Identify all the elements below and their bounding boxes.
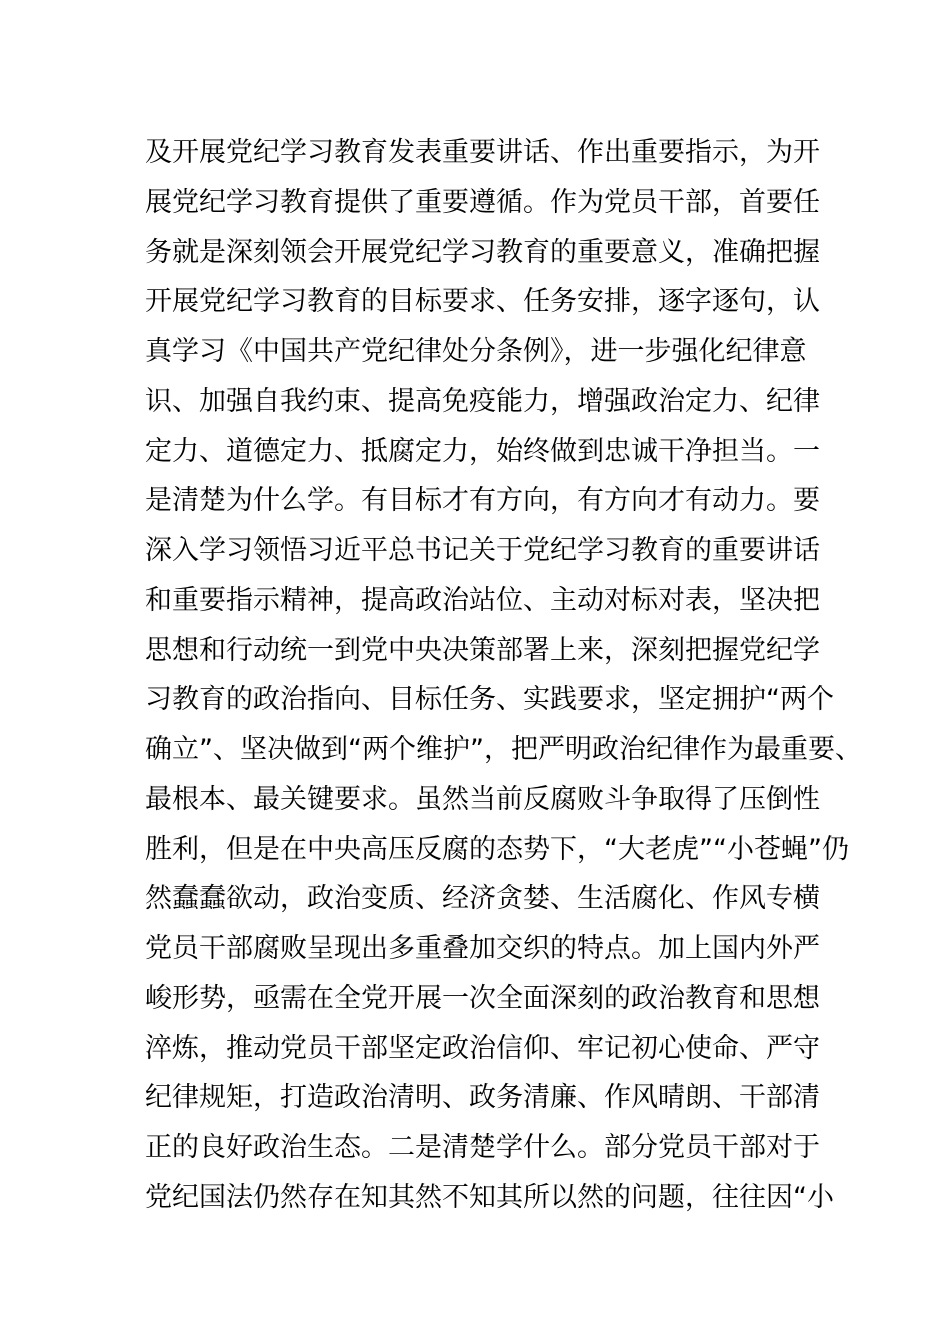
text-line: 然蠢蠢欲动，政治变质、经济贪婪、生活腐化、作风专横 (145, 883, 820, 915)
text-line: 定力、道德定力、抵腐定力，始终做到忠诚干净担当。一 (145, 435, 820, 467)
text-line: 开展党纪学习教育的目标要求、任务安排，逐字逐句，认 (145, 286, 820, 318)
text-line: 深入学习领悟习近平总书记关于党纪学习教育的重要讲话 (145, 535, 820, 566)
text-line: 峻形势，亟需在全党开展一次全面深刻的政治教育和思想 (145, 982, 820, 1014)
text-line: 是清楚为什么学。有目标才有方向，有方向才有动力。要 (145, 485, 820, 517)
text-line: 习教育的政治指向、目标任务、实践要求，坚定拥护“两个 (145, 684, 834, 716)
text-line: 党员干部腐败呈现出多重叠加交织的特点。加上国内外严 (145, 933, 820, 964)
text-line: 真学习《中国共产党纪律处分条例》，进一步强化纪律意 (145, 336, 807, 367)
text-line: 纪律规矩，打造政治清明、政务清廉、作风晴朗、干部清 (145, 1082, 820, 1114)
text-line: 和重要指示精神，提高政治站位、主动对标对表，坚决把 (145, 584, 820, 616)
text-line: 展党纪学习教育提供了重要遵循。作为党员干部，首要任 (145, 186, 820, 218)
text-line: 识、加强自我约束、提高免疫能力，增强政治定力、纪律 (145, 385, 820, 417)
text-line: 及开展党纪学习教育发表重要讲话、作出重要指示，为开 (145, 137, 820, 168)
text-line: 思想和行动统一到党中央决策部署上来，深刻把握党纪学 (145, 634, 820, 666)
text-line: 确立”、坚决做到“两个维护”，把严明政治纪律作为最重要、 (145, 734, 862, 765)
body-text (145, 128, 862, 1223)
text-line: 淬炼，推动党员干部坚定政治信仰、牢记初心使命、严守 (145, 1032, 820, 1064)
text-line: 正的良好政治生态。二是清楚学什么。部分党员干部对于 (145, 1132, 820, 1163)
text-line: 党纪国法仍然存在知其然不知其所以然的问题，往往因“小 (145, 1181, 834, 1213)
text-line: 务就是深刻领会开展党纪学习教育的重要意义，准确把握 (145, 236, 820, 268)
text-line: 最根本、最关键要求。虽然当前反腐败斗争取得了压倒性 (145, 783, 820, 815)
text-line: 胜利，但是在中央高压反腐的态势下，“大老虎”“小苍蝇”仍 (145, 833, 849, 865)
